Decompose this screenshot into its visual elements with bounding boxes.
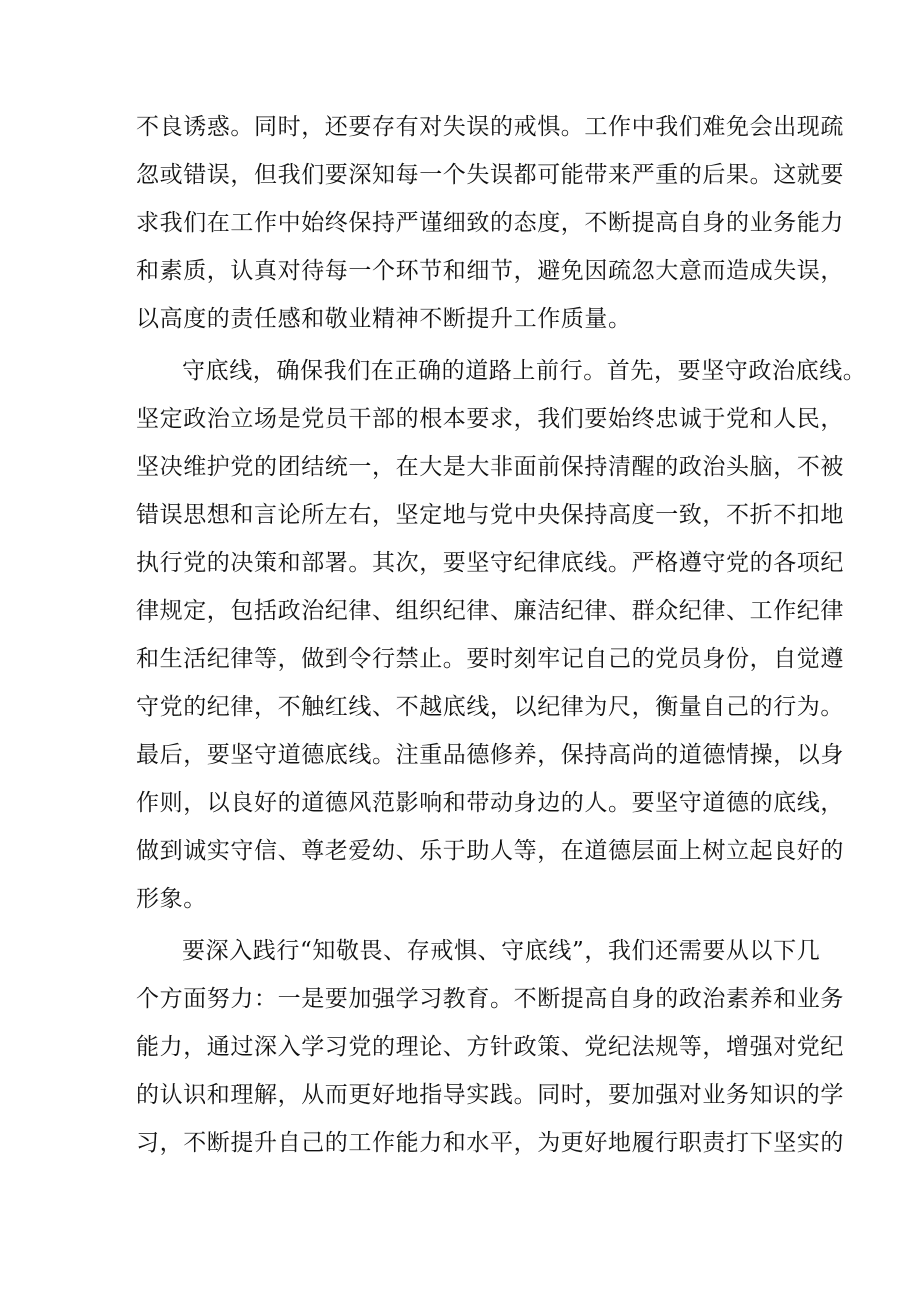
text-line: 律规定，包括政治纪律、组织纪律、廉洁纪律、群众纪律、工作纪律	[136, 598, 844, 624]
text-line: 忽或错误，但我们要深知每一个失误都可能带来严重的后果。这就要	[136, 162, 844, 188]
text-line: 和素质，认真对待每一个环节和细节，避免因疏忽大意而造成失误，	[136, 258, 844, 284]
text-line: 习，不断提升自己的工作能力和水平，为更好地履行职责打下坚实的	[136, 1130, 844, 1156]
text-line: 个方面努力：一是要加强学习教育。不断提高自身的政治素养和业务	[136, 986, 844, 1012]
text-line: 的认识和理解，从而更好地指导实践。同时，要加强对业务知识的学	[136, 1082, 844, 1108]
text-line: 求我们在工作中始终保持严谨细致的态度，不断提高自身的业务能力	[136, 210, 844, 236]
text-line: 最后，要坚守道德底线。注重品德修养，保持高尚的道德情操，以身	[136, 742, 844, 768]
text-line: 坚决维护党的团结统一，在大是大非面前保持清醒的政治头脑，不被	[136, 454, 844, 480]
text-line: 不良诱惑。同时，还要存有对失误的戒惧。工作中我们难免会出现疏	[136, 114, 844, 140]
paragraph-first-line: 守底线，确保我们在正确的道路上前行。首先，要坚守政治底线。	[182, 358, 867, 384]
text-line: 错误思想和言论所左右，坚定地与党中央保持高度一致，不折不扣地	[136, 502, 844, 528]
text-line: 守党的纪律，不触红线、不越底线，以纪律为尺，衡量自己的行为。	[136, 694, 844, 720]
text-line: 作则，以良好的道德风范影响和带动身边的人。要坚守道德的底线，	[136, 790, 844, 816]
text-line: 做到诚实守信、尊老爱幼、乐于助人等，在道德层面上树立起良好的	[136, 838, 844, 864]
text-line: 坚定政治立场是党员干部的根本要求，我们要始终忠诚于党和人民，	[136, 406, 844, 432]
text-line: 执行党的决策和部署。其次，要坚守纪律底线。严格遵守党的各项纪	[136, 550, 844, 576]
text-line: 形象。	[136, 886, 207, 912]
paragraph-first-line: 要深入践行“知敬畏、存戒惧、守底线”，我们还需要从以下几	[182, 938, 821, 964]
text-line: 和生活纪律等，做到令行禁止。要时刻牢记自己的党员身份，自觉遵	[136, 646, 844, 672]
text-line: 以高度的责任感和敬业精神不断提升工作质量。	[136, 306, 632, 332]
text-line: 能力，通过深入学习党的理论、方针政策、党纪法规等，增强对党纪	[136, 1034, 844, 1060]
